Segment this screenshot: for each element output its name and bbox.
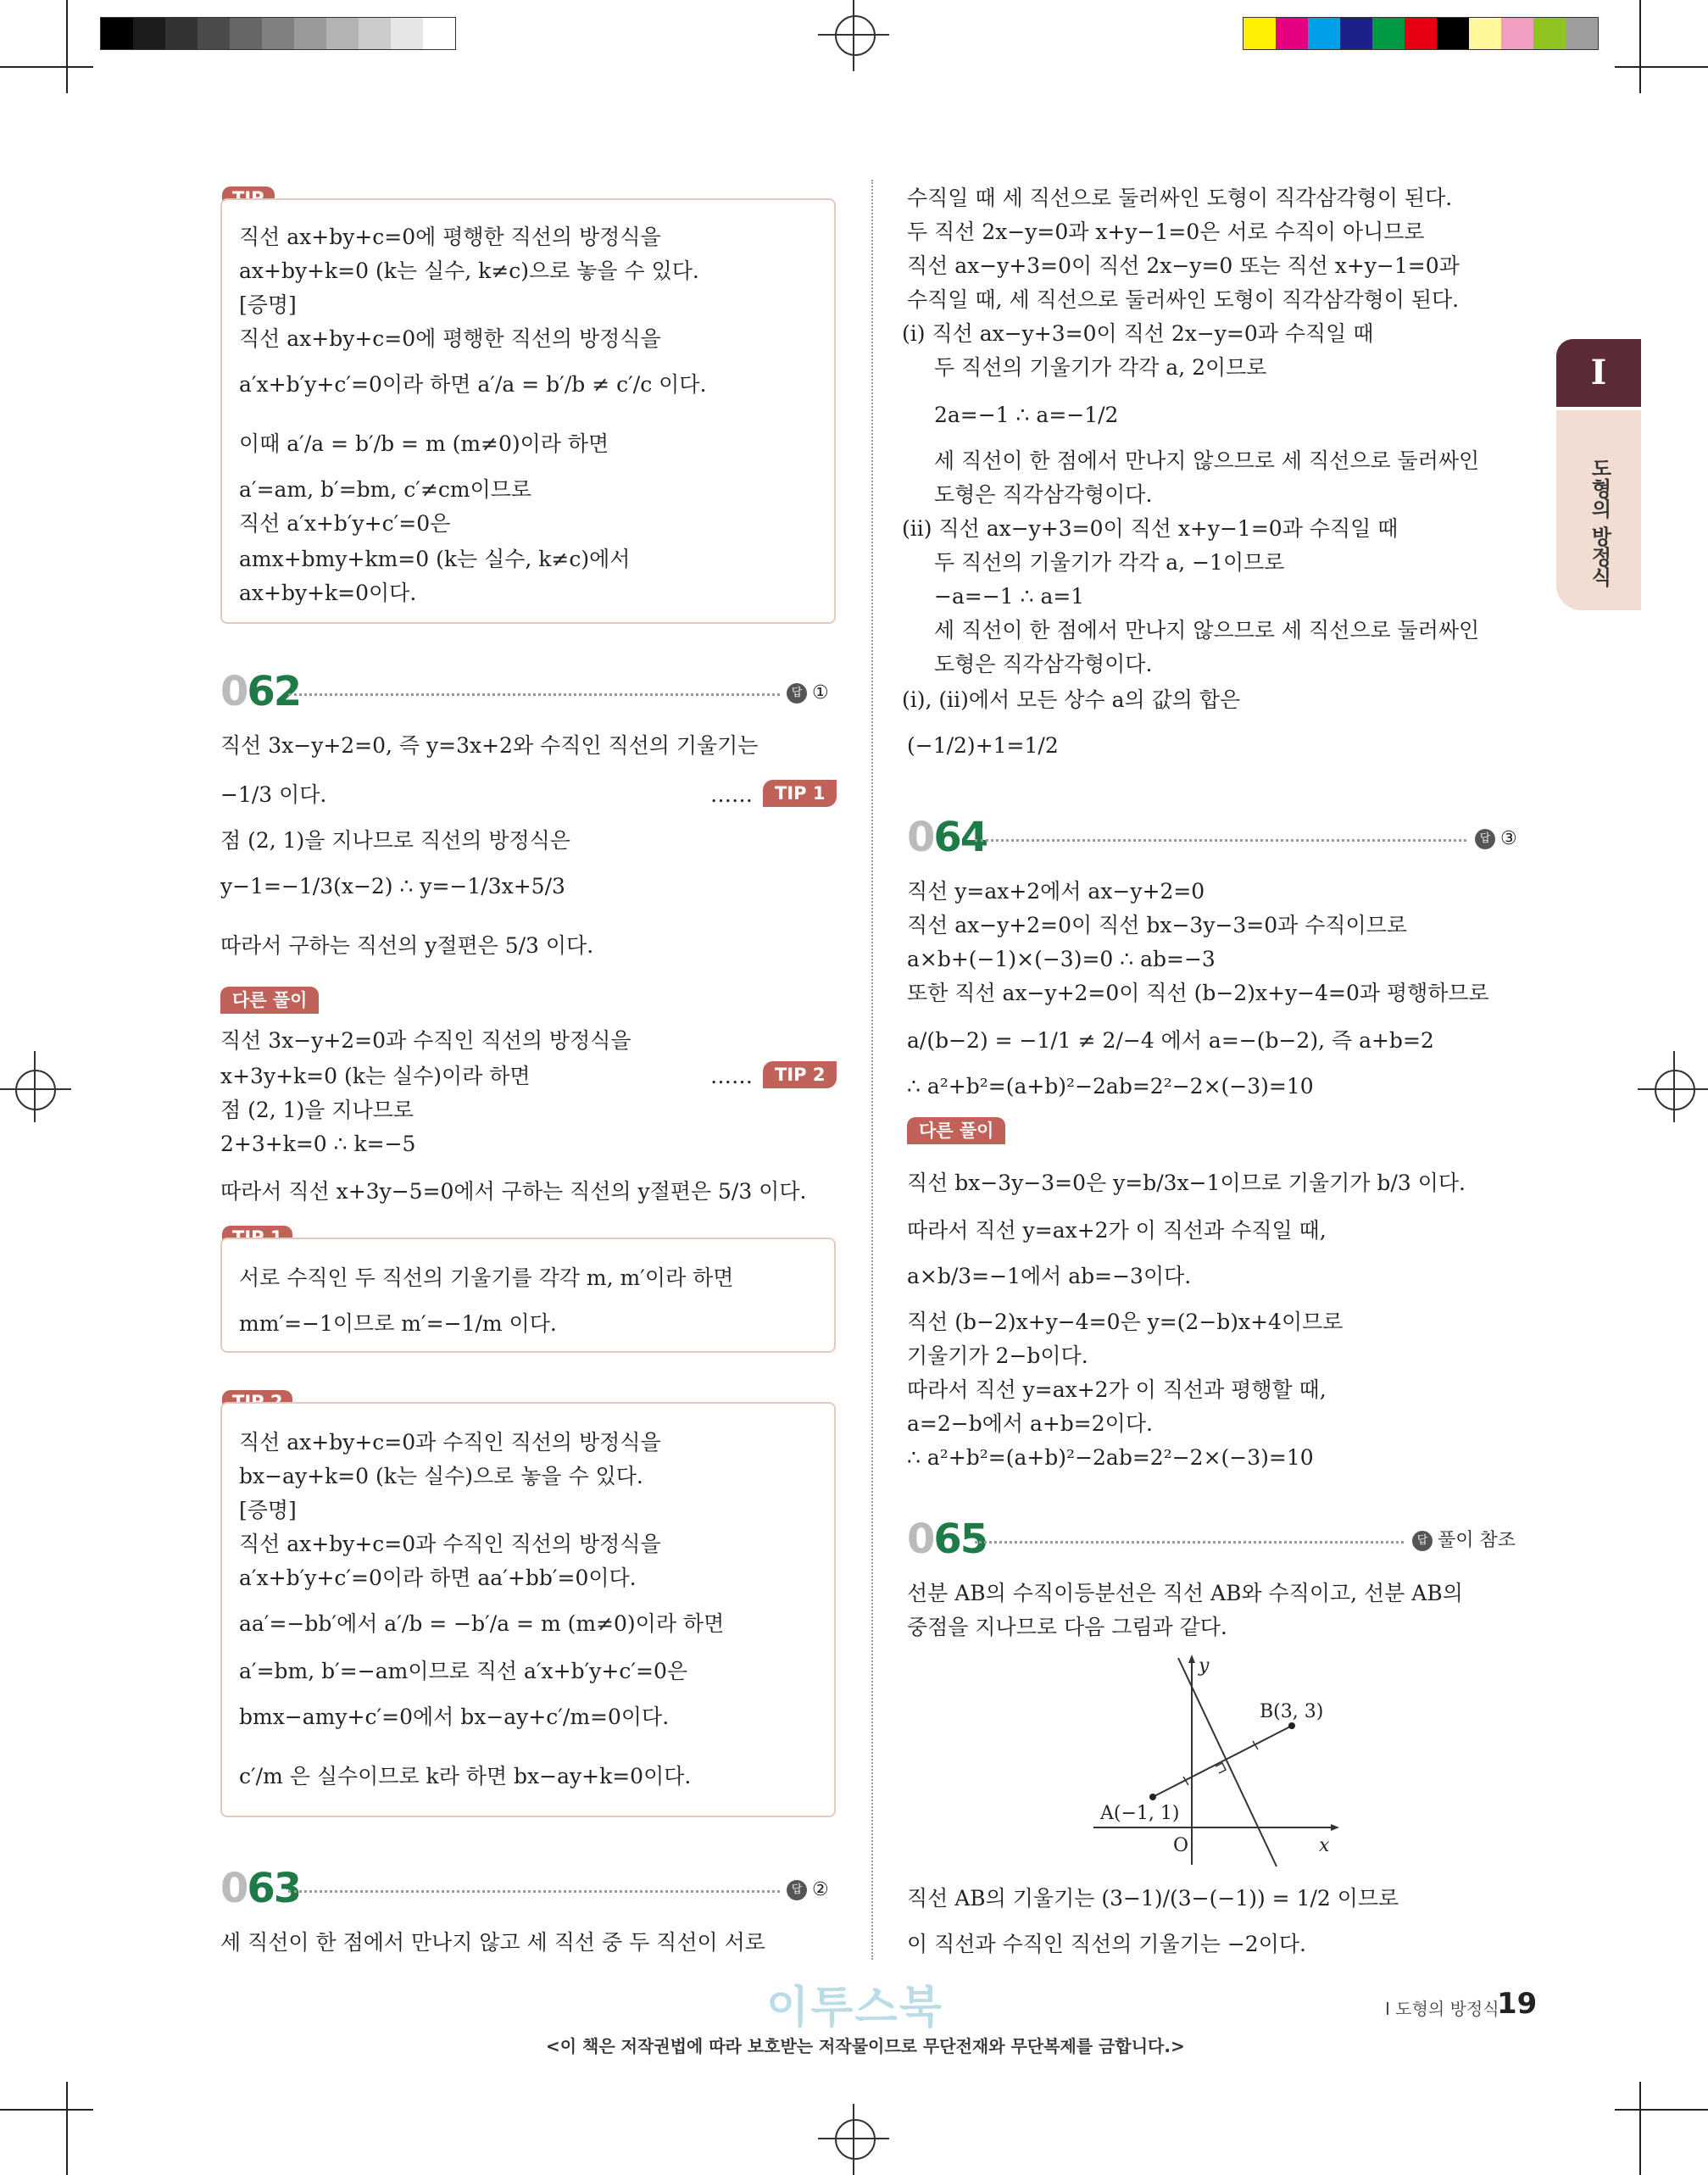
solution-line: a×b+(−1)×(−3)=0 ∴ ab=−3 <box>907 947 1216 971</box>
tip2-ref-tag[interactable]: TIP 2 <box>763 1061 837 1088</box>
alt-solution-line: a×b/3=−1에서 ab=−3이다. <box>907 1264 1192 1288</box>
color-swatch <box>101 18 133 49</box>
problem-number-prefix: 0 <box>907 814 934 861</box>
dotted-leader <box>288 693 780 696</box>
crop-mark <box>1615 66 1708 68</box>
problem-number <box>907 815 987 859</box>
registration-mark <box>1673 1051 1675 1122</box>
solution-line: −a=−1 ∴ a=1 <box>934 584 1085 609</box>
dotted-leader <box>975 1541 1404 1544</box>
perpendicular-bisector <box>1178 1658 1277 1866</box>
solution-line: 수직일 때, 세 직선으로 둘러싸인 도형이 직각삼각형이 된다. <box>907 287 1460 312</box>
color-swatch <box>1469 18 1501 49</box>
tip2-line: bmx−amy+c′=0에서 bx−ay+c′/m=0이다. <box>239 1705 670 1729</box>
answer-value: ③ <box>1500 828 1517 849</box>
solution-line: 도형은 직각삼각형이다. <box>934 482 1153 507</box>
solution-line: 직선 ax−y+2=0이 직선 bx−3y−3=0과 수직이므로 <box>907 913 1408 937</box>
answer-label <box>787 1877 829 1904</box>
answer-value: ② <box>812 1879 829 1900</box>
answer-icon: 답 <box>1475 829 1495 849</box>
color-swatch <box>1372 18 1405 49</box>
alt-solution-line: ∴ a²+b²=(a+b)²−2ab=2²−2×(−3)=10 <box>907 1445 1314 1470</box>
answer-icon: 답 <box>1412 1531 1433 1551</box>
label-b: B(3, 3) <box>1260 1701 1324 1722</box>
alt-solution-line: 직선 bx−3y−3=0은 y=b/3x−1이므로 기울기가 b/3 이다. <box>907 1171 1466 1195</box>
solution-line: −1/3 이다. <box>220 782 327 807</box>
tip2-line: c′/m 은 실수이므로 k라 하면 bx−ay+k=0이다. <box>239 1764 692 1788</box>
page-label: Ⅰ 도형의 방정식 <box>1385 1999 1499 2019</box>
alt-solution-tag: 다른 풀이 <box>220 987 319 1014</box>
alt-solution-line: 직선 3x−y+2=0과 수직인 직선의 방정식을 <box>220 1028 631 1053</box>
alt-solution-line: a=2−b에서 a+b=2이다. <box>907 1411 1153 1436</box>
solution-line: 점 (2, 1)을 지나므로 직선의 방정식은 <box>220 828 570 853</box>
segment-ab <box>1153 1726 1292 1797</box>
registration-mark <box>835 2119 876 2160</box>
tip2-line: aa′=−bb′에서 a′/b = −b′/a = m (m≠0)이라 하면 <box>239 1611 725 1636</box>
tip1-ref-tag[interactable]: TIP 1 <box>763 780 837 807</box>
color-swatch <box>294 18 326 49</box>
y-axis-arrow <box>1188 1655 1195 1663</box>
gray-swatch-strip <box>100 17 456 50</box>
color-swatch <box>359 18 391 49</box>
crop-mark <box>0 66 93 68</box>
color-swatch <box>133 18 165 49</box>
registration-mark <box>34 1051 36 1122</box>
problem-number-value: 64 <box>933 814 988 861</box>
tip-line: a′=am, b′=bm, c′≠cm이므로 <box>239 477 532 502</box>
color-swatch <box>1340 18 1372 49</box>
tip-line: 직선 a′x+b′y+c′=0은 <box>239 511 451 536</box>
solution-line: 직선 3x−y+2=0, 즉 y=3x+2와 수직인 직선의 기울기는 <box>220 733 759 758</box>
perpendicular-bisector-graph <box>1093 1653 1348 1873</box>
color-swatch <box>1566 18 1598 49</box>
problem-number-prefix: 0 <box>220 1865 248 1912</box>
tip2-ref-dots: …… <box>710 1064 753 1088</box>
solution-line: (−1/2)+1=1/2 <box>907 733 1059 758</box>
alt-solution-line: 직선 (b−2)x+y−4=0은 y=(2−b)x+4이므로 <box>907 1310 1344 1334</box>
color-swatch <box>262 18 294 49</box>
color-swatch <box>326 18 359 49</box>
tip-line: ax+by+k=0이다. <box>239 581 417 605</box>
tip2-line: bx−ay+k=0 (k는 실수)으로 놓을 수 있다. <box>239 1464 643 1488</box>
solution-line: (ⅰ), (ⅱ)에서 모든 상수 a의 값의 합은 <box>902 687 1241 712</box>
color-swatch <box>230 18 262 49</box>
tip2-line: [증명] <box>239 1498 297 1522</box>
alt-solution-line: x+3y+k=0 (k는 실수)이라 하면 <box>220 1064 531 1088</box>
crop-mark <box>66 2082 68 2175</box>
solution-line: 세 직선이 한 점에서 만나지 않으므로 세 직선으로 둘러싸인 <box>934 618 1480 642</box>
solution-line: 따라서 구하는 직선의 y절편은 5/3 이다. <box>220 933 594 958</box>
solution-line: 직선 AB의 기울기는 (3−1)/(3−(−1)) = 1/2 이므로 <box>907 1886 1399 1911</box>
answer-value: 풀이 참조 <box>1438 1530 1516 1551</box>
alt-solution-tag: 다른 풀이 <box>907 1117 1005 1144</box>
tip1-line: 서로 수직인 두 직선의 기울기를 각각 m, m′이라 하면 <box>239 1266 734 1290</box>
color-swatch <box>1405 18 1437 49</box>
alt-solution-line: 2+3+k=0 ∴ k=−5 <box>220 1132 416 1156</box>
point-b <box>1288 1722 1295 1729</box>
tip-line: [증명] <box>239 292 297 317</box>
alt-solution-line: 따라서 직선 y=ax+2가 이 직선과 수직일 때, <box>907 1218 1327 1243</box>
problem-number-prefix: 0 <box>220 668 248 715</box>
answer-value: ① <box>812 682 829 704</box>
dotted-leader <box>288 1890 780 1893</box>
crop-mark <box>1639 0 1641 93</box>
tip-line: 직선 ax+by+c=0에 평행한 직선의 방정식을 <box>239 326 661 351</box>
problem-number-value: 62 <box>247 668 301 715</box>
answer-label <box>787 680 829 707</box>
alt-solution-line: 점 (2, 1)을 지나므로 <box>220 1098 414 1122</box>
chapter-title: 도형의 방정식 <box>1588 458 1611 587</box>
color-swatch-strip <box>1243 17 1599 50</box>
dotted-leader <box>975 839 1466 842</box>
problem-number <box>220 1866 300 1911</box>
registration-mark <box>0 1088 71 1090</box>
solution-line: (ⅱ) 직선 ax−y+3=0이 직선 x+y−1=0과 수직일 때 <box>902 516 1399 541</box>
label-y: y <box>1199 1655 1210 1677</box>
answer-icon: 답 <box>787 683 807 704</box>
solution-line: a/(b−2) = −1/1 ≠ 2/−4 에서 a=−(b−2), 즉 a+b=2 <box>907 1028 1434 1053</box>
solution-line: 또한 직선 ax−y+2=0이 직선 (b−2)x+y−4=0과 평행하므로 <box>907 981 1489 1005</box>
solution-line: 이 직선과 수직인 직선의 기울기는 −2이다. <box>907 1932 1306 1956</box>
tip-line: ax+by+k=0 (k는 실수, k≠c)으로 놓을 수 있다. <box>239 259 699 283</box>
chapter-numeral: I <box>1590 353 1607 392</box>
x-axis-arrow <box>1331 1824 1339 1831</box>
solution-line: 수직일 때 세 직선으로 둘러싸인 도형이 직각삼각형이 된다. <box>907 186 1453 210</box>
answer-icon: 답 <box>787 1880 807 1900</box>
tip2-line: 직선 ax+by+c=0과 수직인 직선의 방정식을 <box>239 1430 661 1455</box>
tip-line: 이때 a′/a = b′/b = m (m≠0)이라 하면 <box>239 431 609 456</box>
alt-solution-line: 따라서 직선 y=ax+2가 이 직선과 평행할 때, <box>907 1377 1327 1402</box>
point-a <box>1149 1794 1156 1800</box>
registration-mark <box>853 0 854 71</box>
alt-solution-line: 기울기가 2−b이다. <box>907 1343 1088 1368</box>
crop-mark <box>1639 2082 1641 2175</box>
problem-number <box>907 1517 987 1561</box>
color-swatch <box>1308 18 1340 49</box>
solution-line: 두 직선 2x−y=0과 x+y−1=0은 서로 수직이 아니므로 <box>907 220 1425 244</box>
color-swatch <box>1243 18 1276 49</box>
solution-line: 두 직선의 기울기가 각각 a, −1이므로 <box>934 550 1285 575</box>
color-swatch <box>391 18 423 49</box>
tip-line: a′x+b′y+c′=0이라 하면 a′/a = b′/b ≠ c′/c 이다. <box>239 372 707 397</box>
solution-line: 직선 y=ax+2에서 ax−y+2=0 <box>907 879 1205 904</box>
solution-line: 도형은 직각삼각형이다. <box>934 652 1153 676</box>
solution-line: ∴ a²+b²=(a+b)²−2ab=2²−2×(−3)=10 <box>907 1074 1314 1099</box>
color-swatch <box>165 18 198 49</box>
solution-line: 세 직선이 한 점에서 만나지 않고 세 직선 중 두 직선이 서로 <box>220 1930 765 1955</box>
page-number: 19 <box>1497 1987 1538 2021</box>
registration-mark <box>835 15 876 56</box>
tip-line: 직선 ax+by+c=0에 평행한 직선의 방정식을 <box>239 225 661 249</box>
solution-line: 중점을 지나므로 다음 그림과 같다. <box>907 1615 1227 1639</box>
answer-label <box>1412 1527 1516 1555</box>
problem-number-value: 63 <box>247 1865 301 1912</box>
solution-line: 선분 AB의 수직이등분선은 직선 AB와 수직이고, 선분 AB의 <box>907 1581 1463 1605</box>
color-swatch <box>1276 18 1308 49</box>
color-swatch <box>1501 18 1533 49</box>
problem-number-value: 65 <box>933 1516 988 1563</box>
crop-mark <box>1615 2109 1708 2111</box>
tip2-line: a′x+b′y+c′=0이라 하면 aa′+bb′=0이다. <box>239 1566 637 1590</box>
solution-line: 직선 ax−y+3=0이 직선 2x−y=0 또는 직선 x+y−1=0과 <box>907 253 1460 278</box>
label-o: O <box>1173 1835 1189 1856</box>
column-divider <box>871 180 873 1960</box>
solution-line: 세 직선이 한 점에서 만나지 않으므로 세 직선으로 둘러싸인 <box>934 448 1480 473</box>
registration-mark <box>853 2104 854 2175</box>
tip-line: amx+bmy+km=0 (k는 실수, k≠c)에서 <box>239 547 631 571</box>
problem-number <box>220 670 300 714</box>
label-a: A(−1, 1) <box>1100 1803 1180 1824</box>
solution-line: y−1=−1/3(x−2) ∴ y=−1/3x+5/3 <box>220 874 565 898</box>
tip1-line: mm′=−1이므로 m′=−1/m 이다. <box>239 1311 557 1336</box>
color-swatch <box>1533 18 1566 49</box>
tip2-line: a′=bm, b′=−am이므로 직선 a′x+b′y+c′=0은 <box>239 1659 688 1683</box>
tip2-line: 직선 ax+by+c=0과 수직인 직선의 방정식을 <box>239 1532 661 1556</box>
answer-label <box>1475 826 1517 853</box>
label-x: x <box>1319 1835 1330 1856</box>
tip1-ref-dots: …… <box>710 782 753 807</box>
crop-mark <box>66 0 68 93</box>
color-swatch <box>1437 18 1469 49</box>
publisher-logo: 이투스북 <box>766 1983 943 2033</box>
solution-line: (ⅰ) 직선 ax−y+3=0이 직선 2x−y=0과 수직일 때 <box>902 321 1374 346</box>
problem-number-prefix: 0 <box>907 1516 934 1563</box>
color-swatch <box>423 18 455 49</box>
copyright-notice: <이 책은 저작권법에 따라 보호받는 저작물이므로 무단전재와 무단복제를 금합니다.> <box>546 2036 1185 2056</box>
solution-line: 두 직선의 기울기가 각각 a, 2이므로 <box>934 355 1267 380</box>
solution-line: 2a=−1 ∴ a=−1/2 <box>934 403 1119 427</box>
registration-mark <box>1655 1070 1695 1110</box>
crop-mark <box>0 2109 93 2111</box>
alt-solution-line: 따라서 직선 x+3y−5=0에서 구하는 직선의 y절편은 5/3 이다. <box>220 1179 807 1204</box>
color-swatch <box>198 18 230 49</box>
registration-mark <box>15 1070 56 1110</box>
